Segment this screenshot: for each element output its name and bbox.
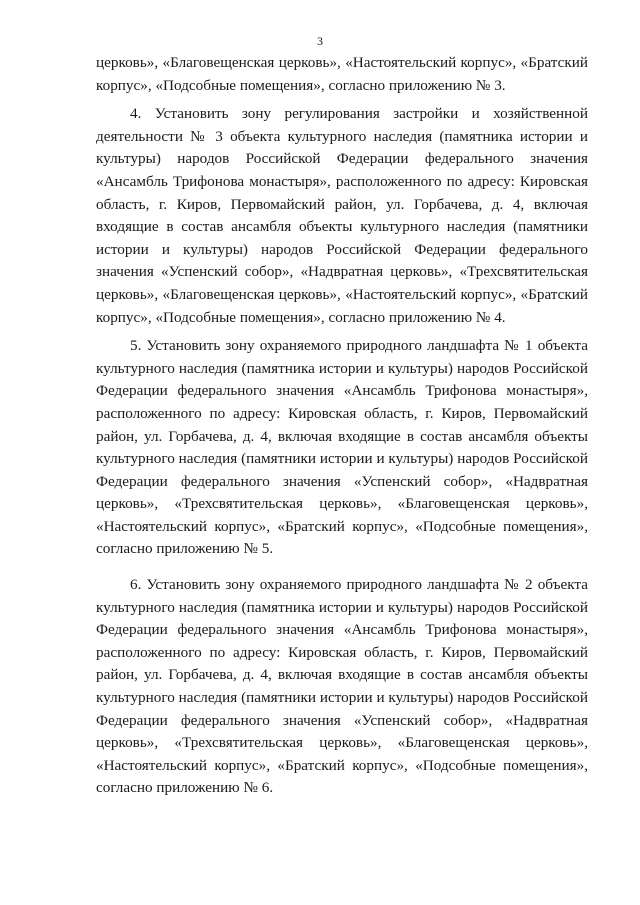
paragraph-item-5: 5. Установить зону охраняемого природного ландшафта № 1 объекта культурного наследия (памятника истории и культуры) народов Российской Федерации федерального значения «Ансамбль Трифонова монастыря», расположенного по адресу: Кировская область, г. Киров, Первомайский район, ул. Горбачева, д. 4, включая входящие в состав ансамбля объекты культурного наследия (памятники истории и культуры) народов Российской Федерации федерального значения «Успенский собор», «Надвратная церковь», «Трехсвятительская церковь», «Благовещенская церковь», «Настоятельский корпус», «Братский корпус», «Подсобные помещения», согласно приложению № 5.	[96, 337, 588, 558]
paragraph-continued: церковь», «Благовещенская церковь», «Настоятельский корпус», «Братский корпус», «Подсобные помещения», согласно приложению № 3.	[96, 54, 588, 94]
paragraph-item-4: 4. Установить зону регулирования застройки и хозяйственной деятельности № 3 объекта культурного наследия (памятника истории и культуры) народов Российской Федерации федерального значения «Ансамбль Трифонова монастыря», расположенного по адресу: Кировская область, г. Киров, Первомайский район, ул. Горбачева, д. 4, включая входящие в состав ансамбля объекты культурного наследия (памятники истории и культуры) народов Российской Федерации федерального значения «Успенский собор», «Надвратная церковь», «Трехсвятительская церковь», «Благовещенская церковь», «Настоятельский корпус», «Братский корпус», «Подсобные помещения», согласно приложению № 4.	[96, 105, 588, 326]
paragraph-item-6: 6. Установить зону охраняемого природного ландшафта № 2 объекта культурного наследия (памятника истории и культуры) народов Российской Федерации федерального значения «Ансамбль Трифонова монастыря», расположенного по адресу: Кировская область, г. Киров, Первомайский район, ул. Горбачева, д. 4, включая входящие в состав ансамбля объекты культурного наследия (памятники истории и культуры) народов Российской Федерации федерального значения «Успенский собор», «Надвратная церковь», «Трехсвятительская церковь», «Благовещенская церковь», «Настоятельский корпус», «Братский корпус», «Подсобные помещения», согласно приложению № 6.	[96, 576, 588, 797]
document-body	[96, 52, 588, 800]
page-number: 3	[317, 34, 323, 48]
